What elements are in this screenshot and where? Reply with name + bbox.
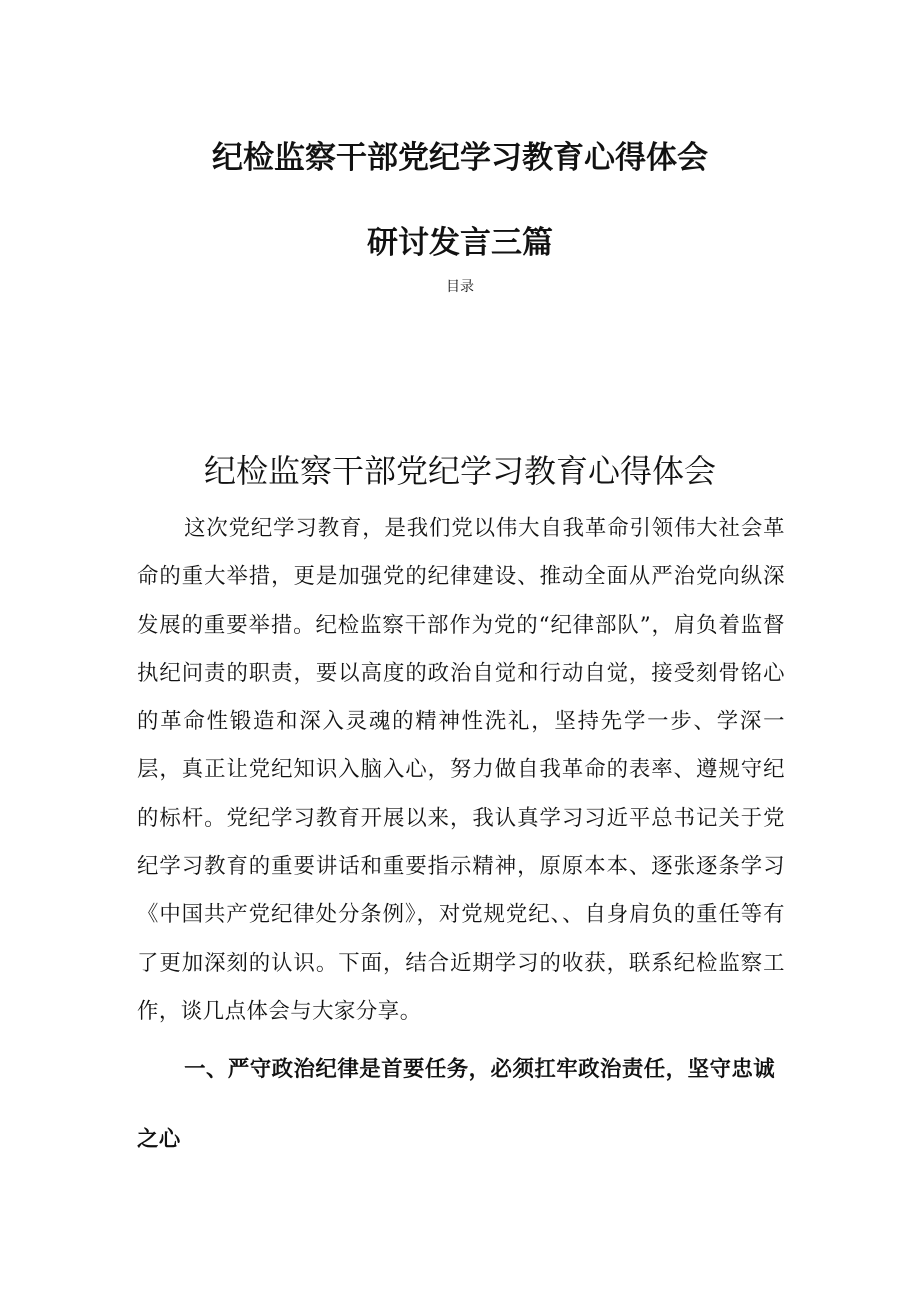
document-title-line-2: 研讨发言三篇 <box>367 225 553 261</box>
body-paragraph: 这次党纪学习教育，是我们党以伟大自我革命引领伟大社会革命的重大举措，更是加强党的纪律建设、推动全面从严治党向纵深发展的重要举措。纪检监察干部作为党的“纪律部队”，肩负着监督执纪问责的职责，要以高度的政治自觉和行动自觉，接受刻骨铭心的革命性锻造和深入灵魂的精神性洗礼，坚持先学一步、学深一层，真正让党纪知识入脑入心，努力做自我革命的表率、遵规守纪的标杆。党纪学习教育开展以来，我认真学习习近平总书记关于党纪学习教育的重要讲话和重要指示精神，原原本本、逐张逐条学习《中国共产党纪律处分条例》，对党规党纪、、自身肩负的重任等有了更加深刻的认识。下面，结合近期学习的收获，联系纪检监察工作，谈几点体会与大家分享。 <box>137 516 785 1024</box>
section-title: 纪检监察干部党纪学习教育心得体会 <box>203 452 716 490</box>
subsection-heading: 一、严守政治纪律是首要任务，必须扛牢政治责任，坚守忠诚之心 <box>137 1057 776 1152</box>
document-title-line-1: 纪检监察干部党纪学习教育心得体会 <box>212 140 708 176</box>
table-of-contents-label: 目录 <box>446 279 474 295</box>
